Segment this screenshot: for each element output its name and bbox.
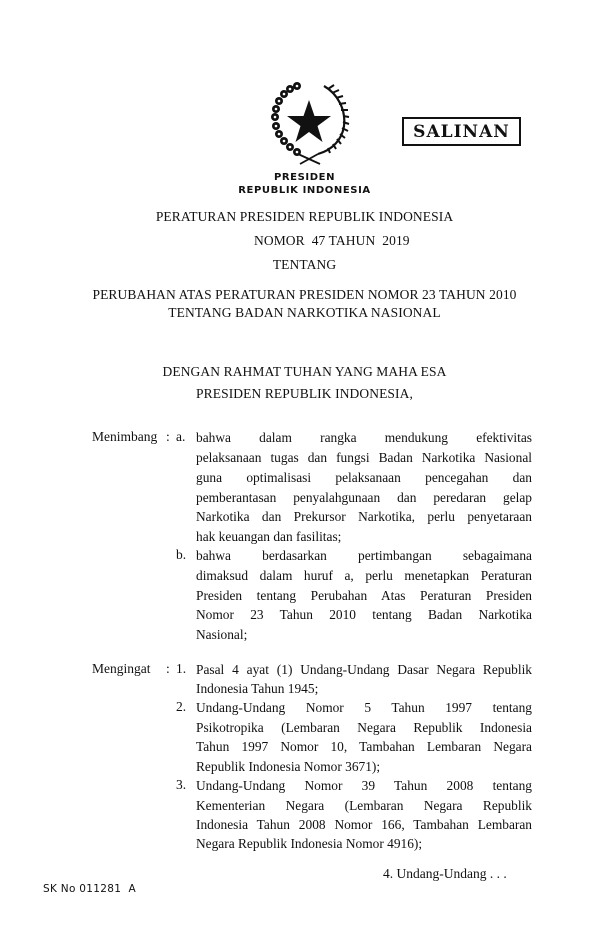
page-continuation: 4. Undang-Undang . . .	[383, 866, 507, 881]
title-tentang: TENTANG	[272, 257, 337, 272]
regulation-subject-line1: PERUBAHAN ATAS PERATURAN PRESIDEN NOMOR 23 TAHUN 2010	[92, 287, 517, 302]
menimbang-item-a-line: pemberantasan penyalahgunaan dan peredaran gelap	[196, 490, 532, 505]
menimbang-item-a-line: Narkotika dan Prekursor Narkotika, perlu penyetaraan	[196, 509, 532, 524]
menimbang-item-b-line: Nomor 23 Tahun 2010 tentang Badan Narkotika	[196, 607, 532, 622]
mengingat-item-1-line: Pasal 4 ayat (1) Undang-Undang Dasar Negara Republik	[196, 662, 532, 677]
mengingat-item-2-line: Republik Indonesia Nomor 3671);	[196, 759, 381, 774]
mengingat-item-3-line: Negara Republik Indonesia Nomor 4916);	[196, 836, 423, 851]
preamble-line1: DENGAN RAHMAT TUHAN YANG MAHA ESA	[162, 364, 447, 379]
menimbang-item-b-marker: b.	[176, 547, 187, 562]
mengingat-colon: :	[166, 661, 170, 676]
mengingat-item-3-line: Kementerian Negara (Lembaran Negara Republik	[196, 798, 532, 813]
mengingat-item-3-marker: 3.	[176, 777, 187, 792]
mengingat-item-2-line: Undang-Undang Nomor 5 Tahun 1997 tentang	[196, 700, 532, 715]
office-line-presiden: PRESIDEN	[273, 172, 336, 183]
mengingat-item-2-line: Tahun 1997 Nomor 10, Tambahan Lembaran Negara	[196, 739, 532, 754]
mengingat-item-1-marker: 1.	[176, 661, 187, 676]
menimbang-colon: :	[166, 429, 170, 444]
mengingat-item-3-line: Indonesia Tahun 2008 Nomor 166, Tambahan Lembaran	[196, 817, 532, 832]
menimbang-label: Menimbang	[92, 429, 158, 444]
menimbang-item-b-line: bahwa berdasarkan pertimbangan sebagaimana	[196, 548, 532, 563]
mengingat-item-1-line: Indonesia Tahun 1945;	[196, 681, 319, 696]
menimbang-item-b-line: Presiden tentang Perubahan Atas Peraturan Presiden	[196, 588, 532, 603]
salinan-stamp	[402, 117, 521, 146]
menimbang-item-a-line: pelaksanaan tugas dan fungsi Badan Narkotika Nasional	[196, 450, 532, 465]
mengingat-item-2-marker: 2.	[176, 699, 187, 714]
regulation-number: NOMOR 47 TAHUN 2019	[254, 233, 410, 248]
preamble-line2: PRESIDEN REPUBLIK INDONESIA,	[196, 386, 413, 401]
menimbang-item-a-line: bahwa dalam rangka mendukung efektivitas	[196, 430, 532, 445]
regulation-title: PERATURAN PRESIDEN REPUBLIK INDONESIA	[155, 209, 454, 224]
menimbang-item-a-marker: a.	[176, 429, 186, 444]
mengingat-item-2-line: Psikotropika (Lembaran Negara Republik Indonesia	[196, 720, 532, 735]
mengingat-item-3-line: Undang-Undang Nomor 39 Tahun 2008 tentang	[196, 778, 532, 793]
office-line-republik: REPUBLIK INDONESIA	[238, 185, 371, 196]
menimbang-item-a-line: guna optimalisasi pelaksanaan pencegahan dan	[196, 470, 532, 485]
salinan-label: SALINAN	[413, 121, 510, 142]
menimbang-item-b-line: dimaksud dalam huruf a, perlu menetapkan Peraturan	[196, 568, 532, 583]
menimbang-item-a-line: hak keuangan dan fasilitas;	[196, 529, 342, 544]
mengingat-label: Mengingat	[92, 661, 151, 676]
menimbang-item-b-line: Nasional;	[196, 627, 248, 642]
garuda-star-emblem-icon	[268, 80, 350, 166]
sk-number: SK No 011281 A	[43, 883, 136, 895]
regulation-subject-line2: TENTANG BADAN NARKOTIKA NASIONAL	[168, 305, 441, 320]
